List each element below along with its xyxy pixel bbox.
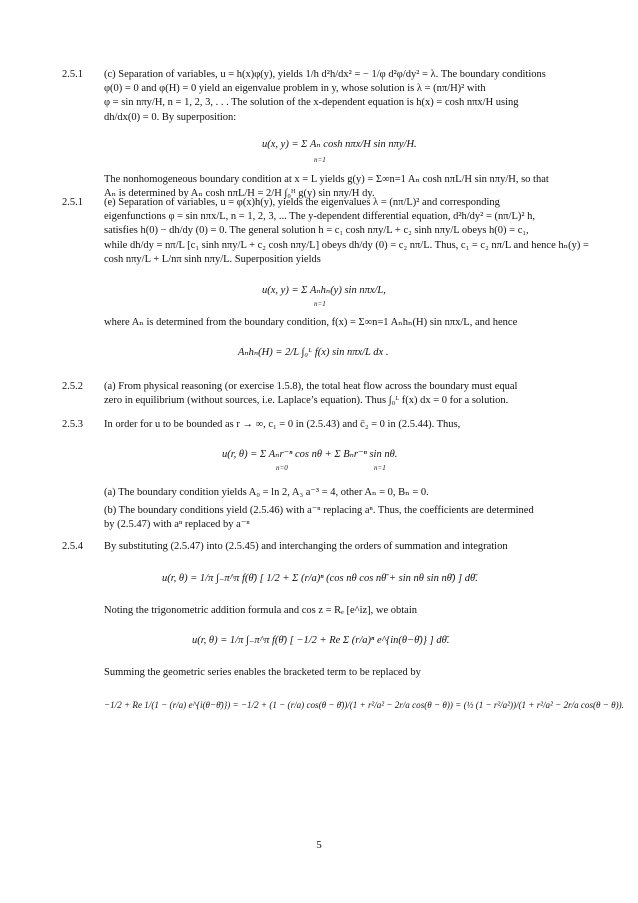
text-line: satisfies h(0) − dh/dy (0) = 0. The general solution h = c₁ cosh nπy/L + c₂ sinh nπy/L obeys h(0) = c₁, [104,225,529,237]
text-line: Noting the trigonometric addition formula and cos z = Rₑ [e^iz], we obtain [104,605,418,616]
equation-text: u(r, θ) = 1/π ∫₋π^π f(θ̄) [ −1/2 + Re Σ (r/a)ⁿ e^{in(θ−θ̄)} ] dθ̄. [192,635,450,646]
section-2-5-1-e [62,196,589,376]
section-body [104,418,582,432]
equation-subscript: n=0 [276,464,288,472]
text-line: In order for u to be bounded as r → ∞, c₁ = 0 in (2.5.43) and c̄₂ = 0 in (2.5.44). Thus, [104,419,461,430]
section-number: 2.5.2 [62,381,83,392]
equation [104,700,624,713]
text-line: where Aₙ is determined from the boundary condition, f(x) = Σ∞n=1 Aₙhₙ(H) sin nπx/L, and hence [104,317,518,328]
text-line: (e) Separation of variables, u = φ(x)h(y), yields the eigenvalues λ = (nπ/L)² and corresponding [104,197,500,208]
equation-subscript: n=1 [374,464,386,472]
page-number: 5 [316,839,322,851]
section-body [104,540,582,554]
text-line: (c) Separation of variables, u = h(x)φ(y), yields 1/h d²h/dx² = − 1/φ d²φ/dy² = λ. The boundary conditions [104,69,546,80]
equation-text: u(x, y) = Σ Aₙhₙ(y) sin nπx/L, [262,285,386,296]
equation-text: −1/2 + Re 1/(1 − (r/a) e^{i(θ−θ̄)}) = −1/2 + (1 − (r/a) cos(θ − θ̄))/(1 + r²/a² − 2r/a cos(θ − θ)) = (½ (1 − r²/a²))/(1 + r²/a² − 2r/a cos(θ − θ)). [104,701,624,711]
equation-text: u(r, θ) = Σ Aₙr⁻ⁿ cos nθ + Σ Bₙr⁻ⁿ sin nθ. [222,449,398,460]
equation [222,448,397,462]
text-line: dh/dx(0) = 0. By superposition: [104,111,237,123]
text-line: (a) From physical reasoning (or exercise 1.5.8), the total heat flow across the boundary must equal [104,381,518,392]
text-line: By substituting (2.5.47) into (2.5.45) and interchanging the orders of summation and integration [104,541,508,552]
equation [238,346,388,360]
section-body-continued [104,666,582,680]
text-line: eigenfunctions φ = sin nπx/L, n = 1, 2, 3, ... The y-dependent differential equation, d²h/dy² = (nπ/L)² h, [104,211,536,223]
text-line: Aₙ is determined by Aₙ cosh nπL/H = 2/H ∫₀ᴴ g(y) sin nπy/H dy. [104,188,375,200]
text-line: zero in equilibrium (without sources, i.e. Laplace’s equation). Thus ∫₀ᴸ f(x) dx = 0 for a solution. [104,395,509,407]
text-line: (a) The boundary condition yields A₀ = ln 2, A₃ a⁻³ = 4, other Aₙ = 0, Bₙ = 0. [104,487,429,498]
equation [262,138,417,152]
equation-text: Aₙhₙ(H) = 2/L ∫₀ᴸ f(x) sin nπx/L dx . [238,347,389,358]
text-line: φ = sin nπy/H, n = 1, 2, 3, . . . The solution of the x-dependent equation is h(x) = cosh nπx/H using [104,97,519,109]
section-2-5-4 [62,540,624,800]
text-line: (b) The boundary conditions yield (2.5.46) with a⁻ⁿ replacing aⁿ. Thus, the coefficients are determined [104,505,534,517]
section-body-continued [104,486,582,533]
section-body-continued [104,604,582,618]
section-2-5-3 [62,418,582,538]
section-body [104,68,582,125]
text-line: Summing the geometric series enables the bracketed term to be replaced by [104,667,421,678]
equation [262,284,386,298]
text-line: cosh nπy/L + L/nπ sinh nπy/L. Superposition yields [104,253,321,265]
equation-text: u(r, θ) = 1/π ∫₋π^π f(θ̄) [ 1/2 + Σ (r/a)ⁿ (cos nθ cos nθ̄ + sin nθ sin nθ̄) ] dθ̄. [162,573,478,584]
section-number: 2.5.1 [62,197,83,208]
text-line: while dh/dy = nπ/L [c₁ sinh nπy/L + c₂ cosh nπy/L] obeys dh/dy (0) = c₂ nπ/L. Thus, c₁ = c₂ nπ/L and hence hₙ(y) = [104,239,589,251]
section-number: 2.5.1 [62,69,83,80]
equation [192,634,449,648]
section-body [104,380,582,408]
equation [162,572,478,586]
text-line: φ(0) = 0 and φ(H) = 0 yield an eigenvalue problem in y, whose solution is λ = (nπ/H)² with [104,83,486,95]
section-number: 2.5.3 [62,419,83,430]
section-number: 2.5.4 [62,541,83,552]
equation-text: u(x, y) = Σ Aₙ cosh nπx/H sin nπy/H. [262,139,417,150]
text-line: The nonhomogeneous boundary condition at x = L yields g(y) = Σ∞n=1 Aₙ cosh nπL/H sin nπy/H, so that [104,174,549,185]
text-line: by (2.5.47) with aⁿ replaced by a⁻ⁿ [104,519,250,531]
equation-subscript: n=1 [314,300,326,308]
equation-subscript: n=1 [314,156,326,164]
section-2-5-2 [62,380,582,416]
section-body [104,196,589,267]
section-body-continued [104,316,582,330]
